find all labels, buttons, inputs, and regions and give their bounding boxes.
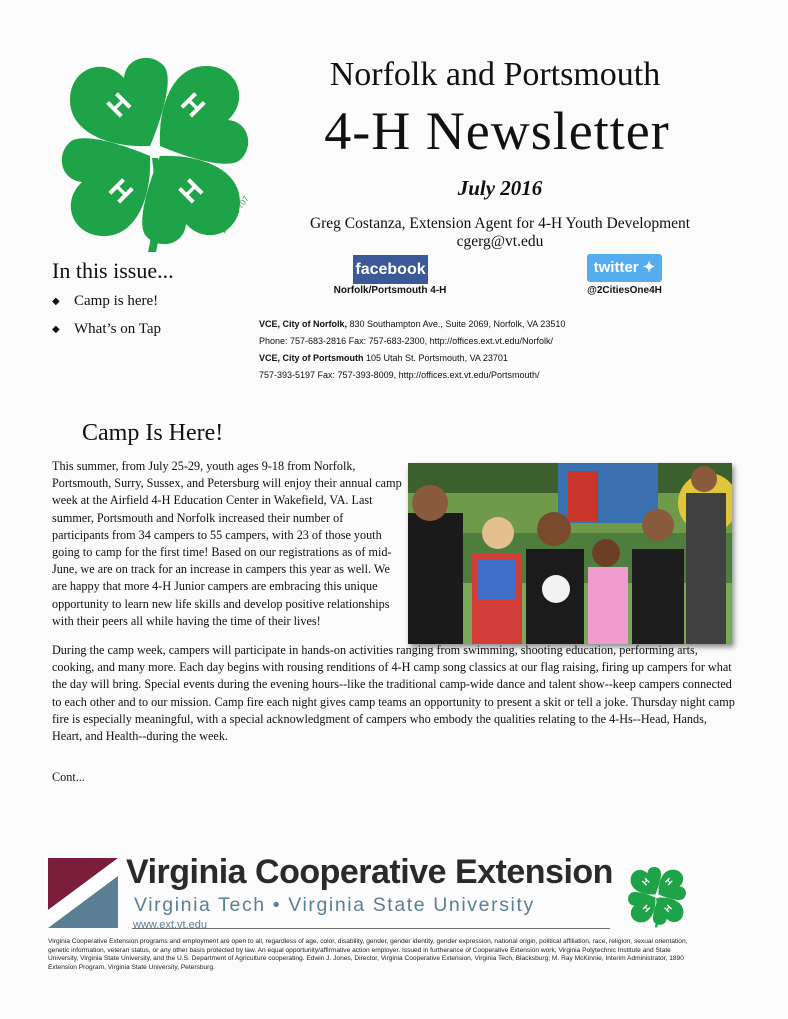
continued-link[interactable]: Cont... [52,770,85,784]
vce-universities: Virginia Tech • Virginia State University [134,894,535,916]
campers-photo [408,463,732,644]
bullet-icon: ◆ [52,296,60,308]
issue-date: July 2016 [457,176,543,200]
twitter-label: twitter [593,259,639,276]
svg-text:H: H [174,86,212,124]
issue-item-camp[interactable] [52,293,161,321]
four-h-clover-small-icon [625,864,689,928]
agent-info [280,215,720,251]
office-contacts [259,316,659,384]
norfolk-phone: Phone: 757-683-2816 Fax: 757-683-2300, http://offices.ext.vt.edu/Norfolk/ [259,336,554,346]
newsletter-title-line1: Norfolk and Portsmouth [329,56,661,93]
legal-disclaimer: Virginia Cooperative Extension programs and employment are open to all, regardless of age, color, disability, gender, gender identity, gender expression, national origin, political affiliation, race, religion, sexual orientation, genetic information, veteran status, or any other basis protected by law. An equal opportunity/affirmative action employer. Issued in furtherance of Cooperative Extension work, Virginia Polytechnic Institute and State University, Virginia State University, and the U.S. Department of Agriculture cooperating. Edwin J. Jones, Director, Virginia Cooperative Extension, Virginia Tech, Blacksburg; M. Ray McKinnie, Interim Administrator, 1890 Extension Program, Virginia State University, Petersburg. [48,938,688,972]
norfolk-office-name: VCE, City of Norfolk, [259,319,348,329]
vce-logo-icon [48,858,118,928]
issue-list [52,293,161,349]
agent-email[interactable]: cgerg@vt.edu [456,233,544,250]
portsmouth-street: 105 Utah St. Portsmouth, VA 23701 [363,353,508,363]
vce-title: Virginia Cooperative Extension [126,853,613,891]
issue-item-label: What’s on Tap [74,321,161,337]
issue-item-whats-on-tap[interactable] [52,321,161,349]
in-this-issue-heading: In this issue... [52,258,174,283]
portsmouth-address [259,350,659,367]
norfolk-address [259,316,659,333]
svg-text:H: H [640,875,652,888]
facebook-caption[interactable]: Norfolk/Portsmouth 4-H [333,285,447,296]
newsletter-title: 4-H Newsletter [324,101,670,161]
svg-text:H: H [640,902,653,915]
svg-text:H: H [172,172,210,210]
svg-text:H: H [662,902,674,915]
article-paragraph-2: During the camp week, campers will participate in hands-on activities ranging from swimming, shooting education, performing arts, cooking, and many more. Each day begins with rousing renditions of 4-H camp song classics at our flag raising, firing up campers for what the day will bring. Special events during the evening hours--like the traditional camp-wide dance and talent show--keep campers connected to each other and to our mission. Camp fire each night gives camp teams an opportunity to present a skit or tell a joke. Thursday night camp fire is especially meaningful, with a special acknowledgment of campers who embody the qualities relating to the 4-Hs--Head, Hands, Heart, and Health--during the week. [52,643,735,744]
twitter-icon[interactable] [587,254,662,282]
portsmouth-office-name: VCE, City of Portsmouth [259,353,364,363]
issue-item-label: Camp is here! [74,293,159,309]
bullet-icon: ◆ [52,324,60,336]
bird-icon: ✦ [642,259,656,276]
article-paragraph-1: This summer, from July 25-29, youth ages 9-18 from Norfolk, Portsmouth, Surry, Sussex, and Petersburg will enjoy their annual camp week at the Airfield 4-H Education Center in Wakefield, VA. Last summer, Portsmouth and Norfolk increased their number of participants from 34 campers to 55 campers, with 23 of those youth going to camp for the first time! Based on our registrations as of mid-June, we are on track for an increase in campers this year as well. We are happy that more 4-H Junior campers are embracing this unique opportunity to learn new life skills and develop positive relationships with their peers all while having the time of their lives! [52,459,402,628]
norfolk-street: 830 Southampton Ave., Suite 2069, Norfolk, VA 23510 [347,319,566,329]
four-h-clover-logo [52,48,258,254]
clover-emblem-text: 18 USC 707 [218,194,251,236]
agent-name: Greg Costanza, Extension Agent for 4-H Youth Development [309,215,691,232]
svg-text:H: H [100,86,138,124]
vce-website[interactable]: www.ext.vt.edu [133,919,207,931]
svg-text:H: H [102,172,140,210]
twitter-caption[interactable]: @2CitiesOne4H [587,285,662,296]
portsmouth-phone: 757-393-5197 Fax: 757-393-8009, http://offices.ext.vt.edu/Portsmouth/ [259,370,540,380]
article-heading: Camp Is Here! [82,420,224,446]
facebook-icon[interactable]: facebook [353,255,428,284]
svg-text:H: H [663,875,675,888]
